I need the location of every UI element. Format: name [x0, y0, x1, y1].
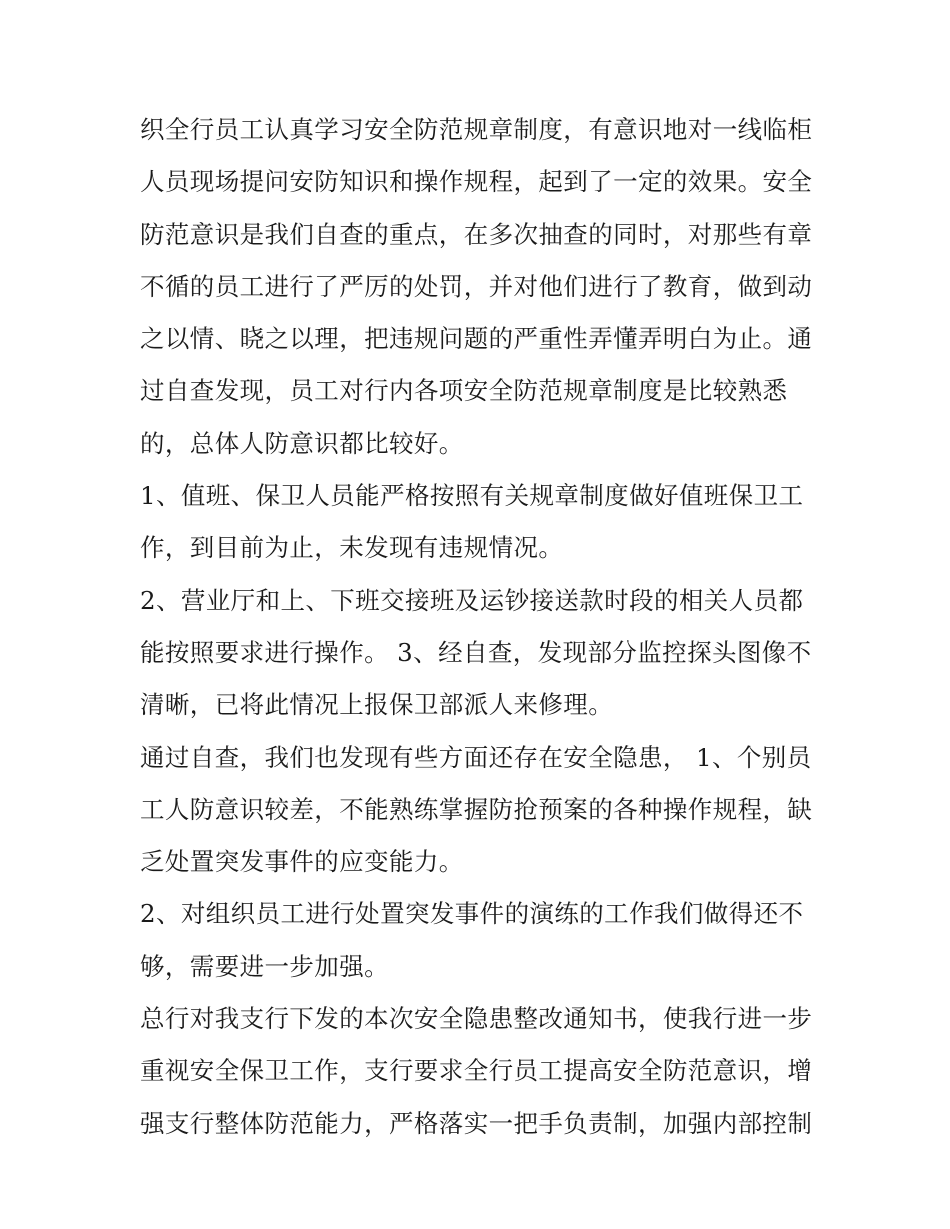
text-line: 通过自查，我们也发现有些方面还存在安全隐患， 1、个别员: [140, 742, 812, 772]
paragraph-item-1-duty-guard: [140, 470, 820, 575]
paragraph-rectification-notice: [140, 993, 820, 1150]
text-line: 重视安全保卫工作，支行要求全行员工提高安全防范意识，增: [140, 1056, 813, 1086]
text-line: 过自查发现，员工对行内各项安全防范规章制度是比较熟悉: [140, 376, 788, 406]
document-body: [140, 104, 820, 1150]
paragraph-hidden-dangers: [140, 732, 820, 889]
text-line: 清晰，已将此情况上报保卫部派人来修理。: [140, 690, 614, 720]
text-line: 作，到目前为止，未发现有违规情况。: [140, 533, 564, 563]
paragraph-self-inspection-summary: [140, 104, 820, 470]
text-line: 乏处置突发事件的应变能力。: [140, 847, 464, 877]
text-line: 的，总体人防意识都比较好。: [140, 428, 464, 458]
text-line: 人员现场提问安防知识和操作规程，起到了一定的效果。安全: [140, 167, 813, 197]
text-line: 2、营业厅和上、下班交接班及运钞接送款时段的相关人员都: [140, 585, 804, 615]
text-line: 总行对我支行下发的本次安全隐患整改通知书，使我行进一步: [140, 1004, 813, 1034]
text-line: 强支行整体防范能力，严格落实一把手负责制，加强内部控制: [140, 1108, 813, 1138]
text-line: 够，需要进一步加强。: [140, 951, 389, 981]
text-line: 工人防意识较差，不能熟练掌握防抢预案的各种操作规程，缺: [140, 794, 813, 824]
text-line: 2、对组织员工进行处置突发事件的演练的工作我们做得还不: [140, 899, 804, 929]
paragraph-item-2-3-operations: [140, 575, 820, 732]
paragraph-item-2-drills: [140, 888, 820, 993]
text-line: 防范意识是我们自查的重点，在多次抽查的同时，对那些有章: [140, 219, 813, 249]
text-line: 1、值班、保卫人员能严格按照有关规章制度做好值班保卫工: [140, 481, 804, 511]
text-line: 织全行员工认真学习安全防范规章制度，有意识地对一线临柜: [140, 115, 813, 144]
text-line: 能按照要求进行操作。 3、经自查，发现部分监控探头图像不: [140, 637, 812, 667]
text-line: 不循的员工进行了严厉的处罚，并对他们进行了教育，做到动: [140, 271, 813, 301]
text-line: 之以情、晓之以理，把违规问题的严重性弄懂弄明白为止。通: [140, 324, 813, 354]
